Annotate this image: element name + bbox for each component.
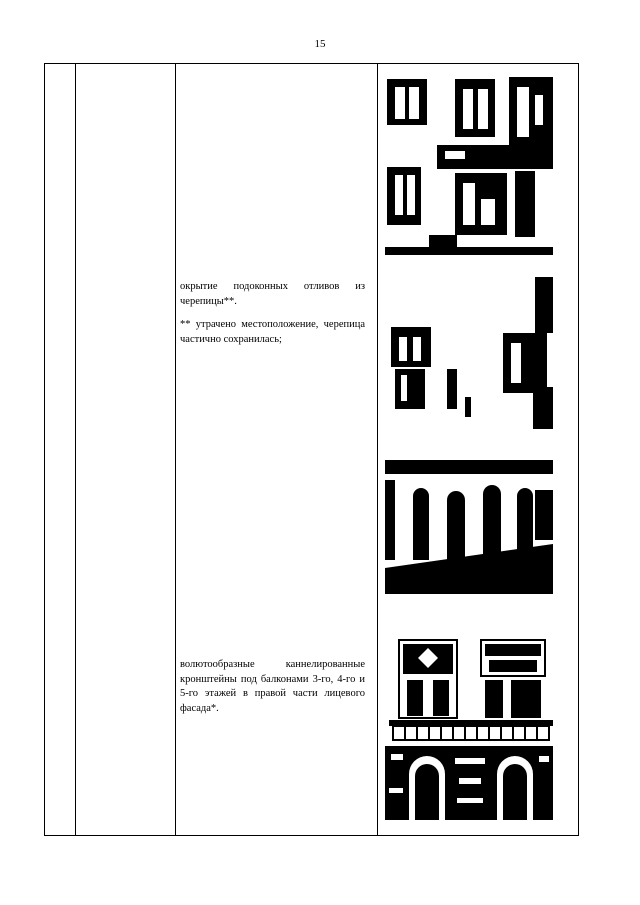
brackets-description: волютообразные каннелированные кронштейны под балконами 3-го, 4-го и 5-го этажей в правой части лицевого фасада*. (180, 659, 365, 714)
column-divider-2 (175, 64, 176, 835)
facade-windows-photo (385, 75, 553, 263)
tile-sills-note: ** утрачено местоположение, черепица частично сохранилась; (180, 319, 365, 345)
page-number: 15 (314, 38, 326, 50)
column-divider-1 (75, 64, 76, 835)
window-sill-photo (385, 277, 553, 429)
facade-drawing-photo (385, 638, 553, 820)
tile-sills-description: окрытие подоконных отливов из черепицы**. (180, 281, 365, 307)
column-divider-3 (377, 64, 378, 835)
text-block-tile-sills (180, 280, 365, 356)
text-block-brackets (180, 658, 365, 725)
arched-windows-photo (385, 460, 553, 594)
